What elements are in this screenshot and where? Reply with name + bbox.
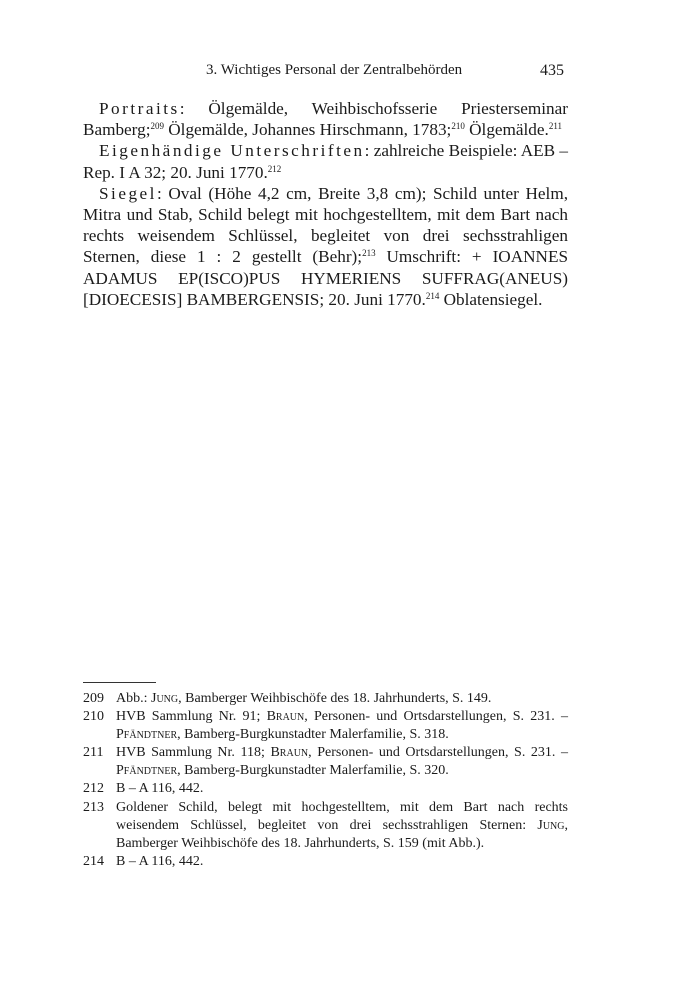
author-name: Jung — [151, 691, 179, 706]
running-head: 3. Wichtiges Personal der Zentralbehörden — [206, 62, 463, 78]
text: , Personen- und Ortsdarstellungen, S. 231. – — [304, 709, 568, 725]
paragraph-siegel — [83, 183, 568, 310]
footnote-ref-213[interactable]: 213 — [362, 248, 376, 259]
text: B – A 116, 442. — [116, 781, 204, 797]
footnote-212 — [83, 780, 568, 798]
text: Oblatensiegel. — [439, 289, 543, 309]
footnote-ref-209[interactable]: 209 — [150, 121, 164, 132]
author-name: Pfändtner — [116, 727, 178, 743]
footnote-number: 209 — [83, 691, 104, 706]
footnotes — [83, 690, 568, 871]
text: Ölgemälde, Johannes Hirschmann, 1783; — [163, 120, 452, 140]
author-name: Pfändtner — [116, 763, 178, 779]
author-name: Braun — [266, 709, 305, 725]
label-unterschriften: Eigenhändige Unterschriften — [99, 141, 365, 161]
text: HVB Sammlung Nr. 91; — [116, 709, 267, 725]
text: , Bamberger Weihbischöfe des 18. Jahrhunderts, S. 159 (mit Abb.). — [116, 817, 568, 851]
footnote-ref-214[interactable]: 214 — [425, 290, 440, 301]
footnote-214 — [83, 853, 568, 871]
text: , Personen- und Ortsdarstellungen, S. 231. – — [308, 745, 568, 761]
footnote-210 — [83, 708, 568, 744]
page-header — [0, 60, 700, 84]
text: , Bamberg-Burgkunstadter Malerfamilie, S. 320. — [177, 763, 449, 779]
text: Abb.: — [116, 691, 151, 706]
text: Ölgemälde. — [464, 120, 549, 140]
footnote-ref-210[interactable]: 210 — [451, 121, 465, 132]
footnote-ref-212[interactable]: 212 — [267, 163, 282, 174]
text: : zahlreiche Beispiele: AEB – Rep. I A 32; 20. Juni 1770. — [83, 141, 569, 182]
text: Umschrift: + IOANNES ADAMUS EP(ISCO)PUS HYMERIENS SUFFRAG(ANEUS) [DIOECESIS] BAMBERGENSIS; 20. Juni 1770. — [83, 247, 569, 309]
label-portraits: Portraits — [99, 99, 180, 118]
footnote-209 — [83, 690, 568, 708]
paragraph-portraits — [83, 98, 568, 140]
text: : Oval (Höhe 4,2 cm, Breite 3,8 cm); Schild unter Helm, Mitra und Stab, Schild belegt mit hochgestelltem, mit dem Bart nach rechts weisendem Schlüssel, begleitet von drei sechsstrahligen Sternen, diese 1 : 2 gestellt (Behr); — [83, 183, 568, 267]
text: Goldener Schild, belegt mit hochgestelltem, mit dem Bart nach rechts weisendem Schlüssel, begleitet von drei sechsstrahligen Sternen: — [116, 799, 568, 833]
footnote-number: 211 — [83, 745, 104, 761]
text: B – A 116, 442. — [116, 853, 204, 869]
author-name: Braun — [270, 745, 309, 761]
footnote-213 — [83, 799, 568, 853]
footnote-number: 210 — [83, 709, 104, 725]
footnote-211 — [83, 744, 568, 780]
paragraph-unterschriften — [83, 140, 568, 182]
text: : Ölgemälde, Weihbischofsserie Priesterseminar Bamberg; — [83, 99, 568, 140]
author-name: Jung — [537, 817, 565, 833]
footnote-rule — [83, 682, 156, 683]
footnote-number: 212 — [83, 781, 104, 797]
footnote-number: 213 — [83, 799, 104, 815]
label-siegel: Siegel — [99, 183, 157, 203]
text: , Bamberg-Burgkunstadter Malerfamilie, S. 318. — [177, 727, 449, 743]
footnote-ref-211[interactable]: 211 — [548, 121, 562, 132]
text: HVB Sammlung Nr. 118; — [116, 745, 271, 761]
main-text — [83, 98, 568, 310]
footnote-number: 214 — [83, 853, 104, 869]
page-number: 435 — [540, 62, 564, 79]
text: , Bamberger Weihbischöfe des 18. Jahrhunderts, S. 149. — [178, 691, 492, 706]
